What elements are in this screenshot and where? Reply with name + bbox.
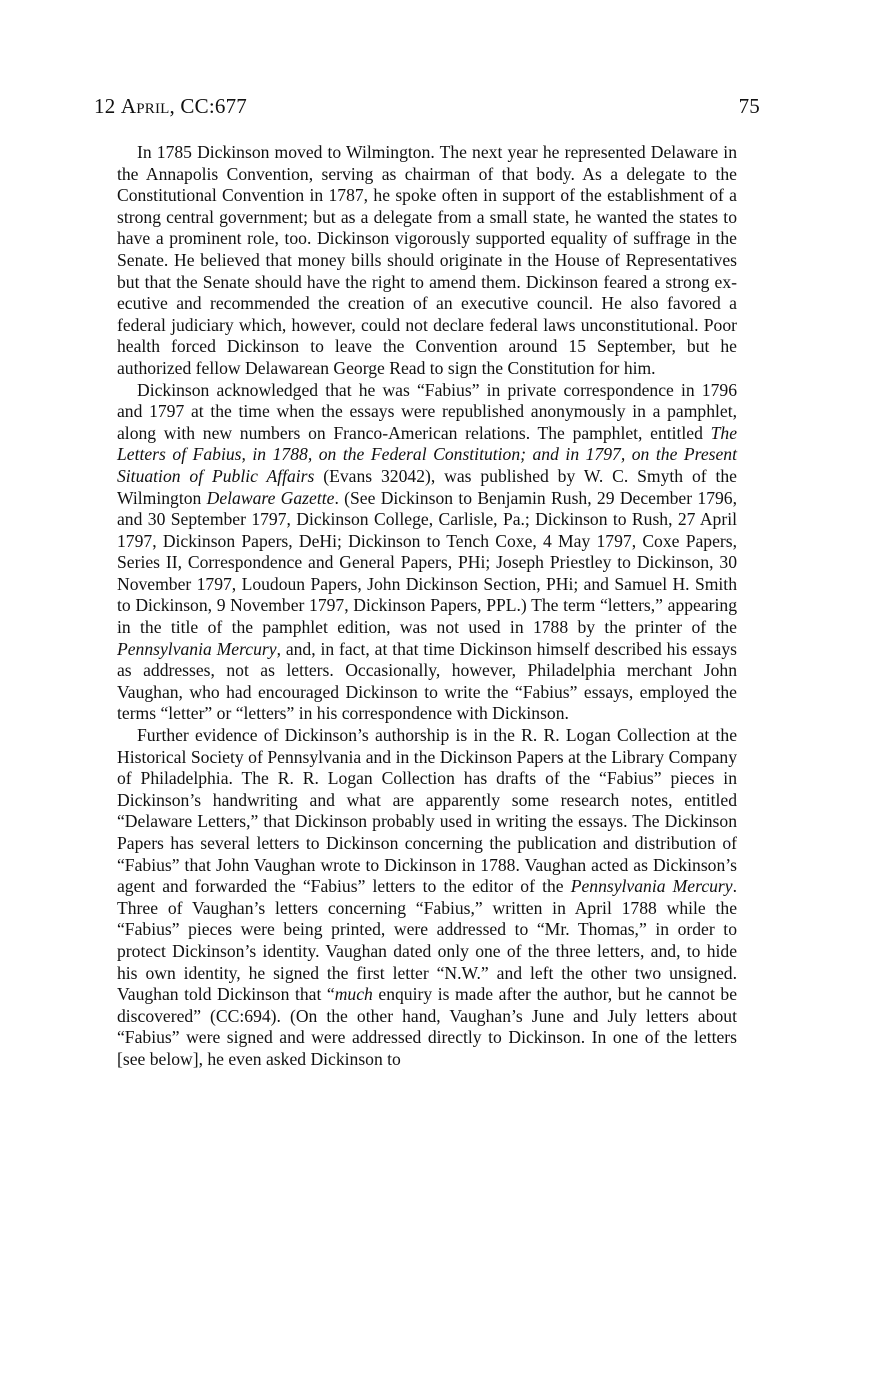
running-head-month: April [120,94,170,118]
italic-title: The Letters of Fabius, in 1788, on the Federal Constitution; and in 1797, on the Present Situation of Public Affairs [117,422,737,486]
running-head-cc-ref: , CC:677 [169,94,247,118]
text-run: Dickinson acknowledged that he was “Fabius” in private correspondence in 1796 and 1797 at the time when the essays were republished anonymously in a pamphlet, along with new numbers on Franco-American relations. The pamphlet, entitled [117,379,737,443]
text-run: (Evans 32042), was published by W. C. Smyth of the Wilmington [117,465,737,508]
italic-title: Pennsylvania Mercury [570,876,733,897]
running-head-reference [94,94,247,119]
body-text [117,142,737,1071]
page-number: 75 [738,94,760,118]
italic-title: Delaware Gazette [206,487,335,508]
paragraph-3 [117,725,737,1071]
text-run: enquiry is made after the author, but he cannot be discovered” (CC:694). (On the other hand, Vaughan’s June and July letters about “Fabius” were signed and were addressed directly to Dickinson. In one of the letters [see below], he even asked Dickinson to [117,984,738,1069]
text-run: In 1785 Dickinson moved to Wilmington. The next year he represented Delaware in the Annapolis Convention, serving as chairman of that body. As a delegate to the Constitutional Convention in 1787, he spoke often in support of the establishment of a strong central government; but as a delegate from a small state, he wanted the states to have a prominent role, too. Dickinson vigorously supported equality of suffrage in the Senate. He believed that money bills should originate in the House of Representatives but that the Senate should have the right to amend them. Dickinson feared a strong executive and recommended the creation of an executive council. He also favored a federal judiciary which, however, could not declare federal laws unconstitutional. Poor health forced Dickinson to leave the Convention around 15 September, but he authorized fellow Delawarean George Read to sign the Constitution for him. [117,142,737,378]
running-head [94,94,760,124]
text-run: Further evidence of Dickinson’s authorship is in the R. R. Logan Collection at the Historical Society of Pennsylvania and in the Dickinson Papers at the Library Company of Philadelphia. The R. R. Logan Collection has drafts of the “Fabius” pieces in Dickinson’s handwriting and what are apparently some research notes, entitled “Delaware Letters,” that Dickinson probably used in writing the essays. The Dickinson Papers has several letters to Dickinson concerning the publication and distribution of “Fabius” that John Vaughan wrote to Dickinson in 1788. Vaughan acted as Dickinson’s agent and forwarded the “Fabius” letters to the editor of the [117,725,737,897]
text-run: . (See Dickinson to Benjamin Rush, 29 December 1796, and 30 September 1797, Dickinson College, Carlisle, Pa.; Dickinson to Rush, 27 April 1797, Dickinson Papers, DeHi; Dickinson to Tench Coxe, 4 May 1797, Coxe Papers, Series II, Correspondence and General Papers, PHi; Joseph Priestley to Dickinson, 30 November 1797, Loudoun Papers, John Dickinson Section, PHi; and Samuel H. Smith to Dickinson, 9 November 1797, Dickinson Papers, PPL.) The term “letters,” appearing in the title of the pamphlet edition, was not used in 1788 by the printer of the [117,487,737,638]
paragraph-2 [117,380,737,726]
italic-title: Pennsylvania Mercury [117,638,277,659]
italic-title: much [334,984,373,1005]
paragraph-1 [117,142,737,380]
text-run: . Three of Vaughan’s letters concerning “Fabius,” written in April 1788 while the “Fabius” pieces were being printed, were addressed to “Mr. Thomas,” in order to protect Dickinson’s identity. Vaughan dated only one of the three letters, and, to hide his own identity, he signed the first letter “N.W.” and left the other two unsigned. Vaughan told Dickinson that “ [117,876,737,1005]
text-run: , and, in fact, at that time Dickinson himself described his essays as addresses, not as letters. Occasionally, however, Philadelphia merchant John Vaughan, who had encouraged Dickinson to write the “Fabius” essays, employed the terms “letter” or “letters” in his correspondence with Dickinson. [117,638,737,724]
running-head-day: 12 [94,94,121,118]
